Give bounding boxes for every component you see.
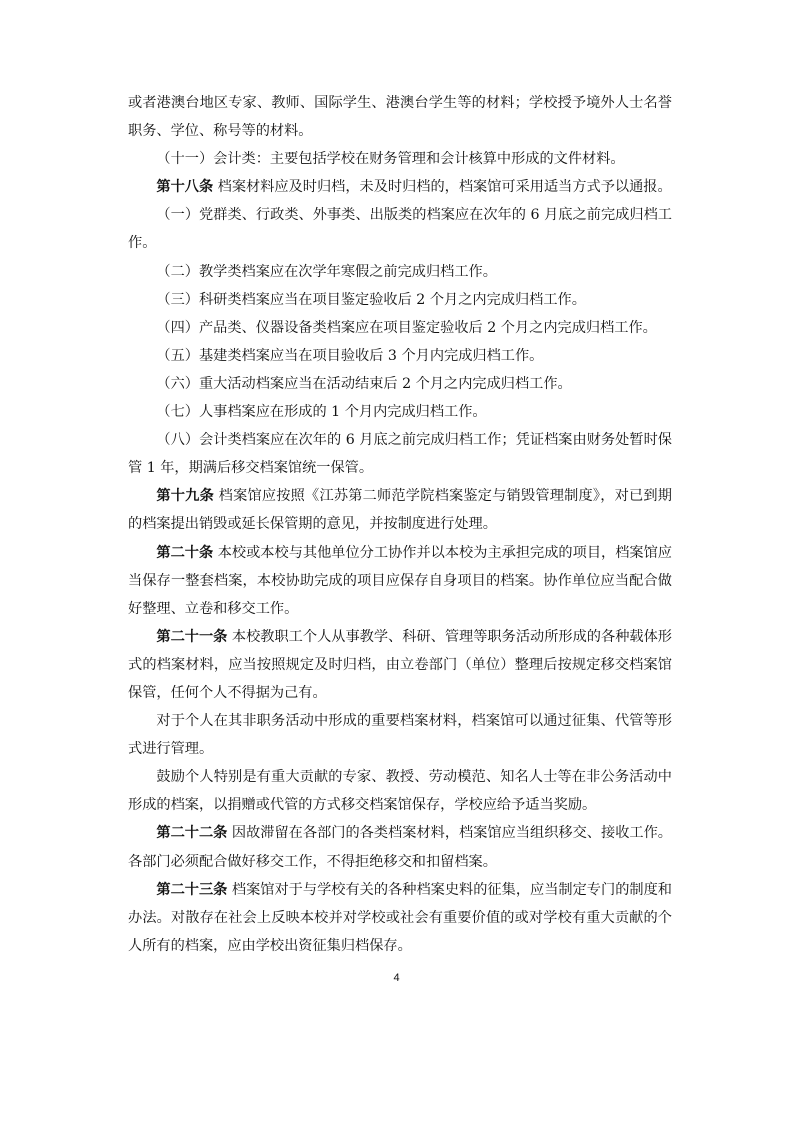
article-label: 第二十二条 — [156, 825, 228, 842]
paragraph-10 — [128, 426, 672, 482]
article-label: 第十八条 — [156, 179, 214, 196]
paragraph-4 — [128, 258, 672, 286]
paragraph-text: （八）会计类档案应在次年的 6 月底之前完成归档工作；凭证档案由财务处暂时保管 1 年，期满后移交档案馆统一保管。 — [128, 432, 672, 477]
paragraph-text: （七）人事档案应在形成的 1 个月内完成归档工作。 — [156, 404, 487, 421]
paragraph-6 — [128, 314, 672, 342]
article-label: 第二十一条 — [156, 628, 228, 645]
paragraph-15 — [128, 763, 672, 819]
paragraph-text: 本校或本校与其他单位分工协作并以本校为主承担完成的项目，档案馆应当保存一整套档案，本校协助完成的项目应保存自身项目的档案。协作单位应当配合做好整理、立卷和移交工作。 — [128, 544, 672, 617]
article-label: 第二十条 — [156, 544, 214, 561]
paragraph-7 — [128, 342, 672, 370]
paragraph-text: （六）重大活动档案应当在活动结束后 2 个月之内完成归档工作。 — [156, 375, 572, 392]
paragraph-text: （二）教学类档案应在次学年寒假之前完成归档工作。 — [156, 263, 497, 280]
paragraph-12 — [128, 539, 672, 623]
paragraph-text: 本校教职工个人从事教学、科研、管理等职务活动所形成的各种载体形式的档案材料，应当按照规定及时归档，由立卷部门（单位）整理后按规定移交档案馆保管，任何个人不得据为己有。 — [128, 628, 672, 701]
paragraph-text: （四）产品类、仪器设备类档案应在项目鉴定验收后 2 个月之内完成归档工作。 — [156, 319, 657, 336]
paragraph-16 — [128, 819, 672, 875]
paragraph-11 — [128, 482, 672, 538]
paragraph-text: 档案馆对于与学校有关的各种档案史料的征集，应当制定专门的制度和办法。对散存在社会上反映本校并对学校或社会有重要价值的或对学校有重大贡献的个人所有的档案，应由学校出资征集归档保存。 — [128, 881, 672, 954]
paragraph-17 — [128, 876, 672, 960]
paragraph-text: （三）科研类档案应当在项目鉴定验收后 2 个月之内完成归档工作。 — [156, 291, 586, 308]
paragraph-9 — [128, 398, 672, 426]
paragraph-text: 或者港澳台地区专家、教师、国际学生、港澳台学生等的材料；学校授予境外人士名誉职务、学位、称号等的材料。 — [128, 95, 672, 140]
paragraph-text: （一）党群类、行政类、外事类、出版类的档案应在次年的 6 月底之前完成归档工作。 — [128, 207, 672, 252]
paragraph-13 — [128, 623, 672, 707]
paragraph-text: 鼓励个人特别是有重大贡献的专家、教授、劳动模范、知名人士等在非公务活动中形成的档案，以捐赠或代管的方式移交档案馆保存，学校应给予适当奖励。 — [128, 769, 672, 814]
paragraph-0 — [128, 89, 672, 145]
paragraph-text: 对于个人在其非职务活动中形成的重要档案材料，档案馆可以通过征集、代管等形式进行管理。 — [128, 713, 672, 758]
paragraph-2 — [128, 173, 672, 201]
paragraph-text: 档案馆应按照《江苏第二师范学院档案鉴定与销毁管理制度》，对已到期的档案提出销毁或延长保管期的意见，并按制度进行处理。 — [128, 488, 672, 533]
page-number: 4 — [393, 972, 400, 984]
paragraph-5 — [128, 286, 672, 314]
paragraph-14 — [128, 707, 672, 763]
article-label: 第十九条 — [156, 488, 214, 505]
document-body — [128, 89, 672, 960]
paragraph-3 — [128, 201, 672, 257]
paragraph-text: 因故滞留在各部门的各类档案材料，档案馆应当组织移交、接收工作。各部门必须配合做好移交工作，不得拒绝移交和扣留档案。 — [128, 825, 672, 870]
paragraph-1 — [128, 145, 672, 173]
paragraph-8 — [128, 370, 672, 398]
paragraph-text: （十一）会计类：主要包括学校在财务管理和会计核算中形成的文件材料。 — [156, 151, 625, 168]
paragraph-text: （五）基建类档案应当在项目验收后 3 个月内完成归档工作。 — [156, 347, 544, 364]
article-label: 第二十三条 — [156, 881, 228, 898]
paragraph-text: 档案材料应及时归档，未及时归档的，档案馆可采用适当方式予以通报。 — [213, 179, 672, 196]
